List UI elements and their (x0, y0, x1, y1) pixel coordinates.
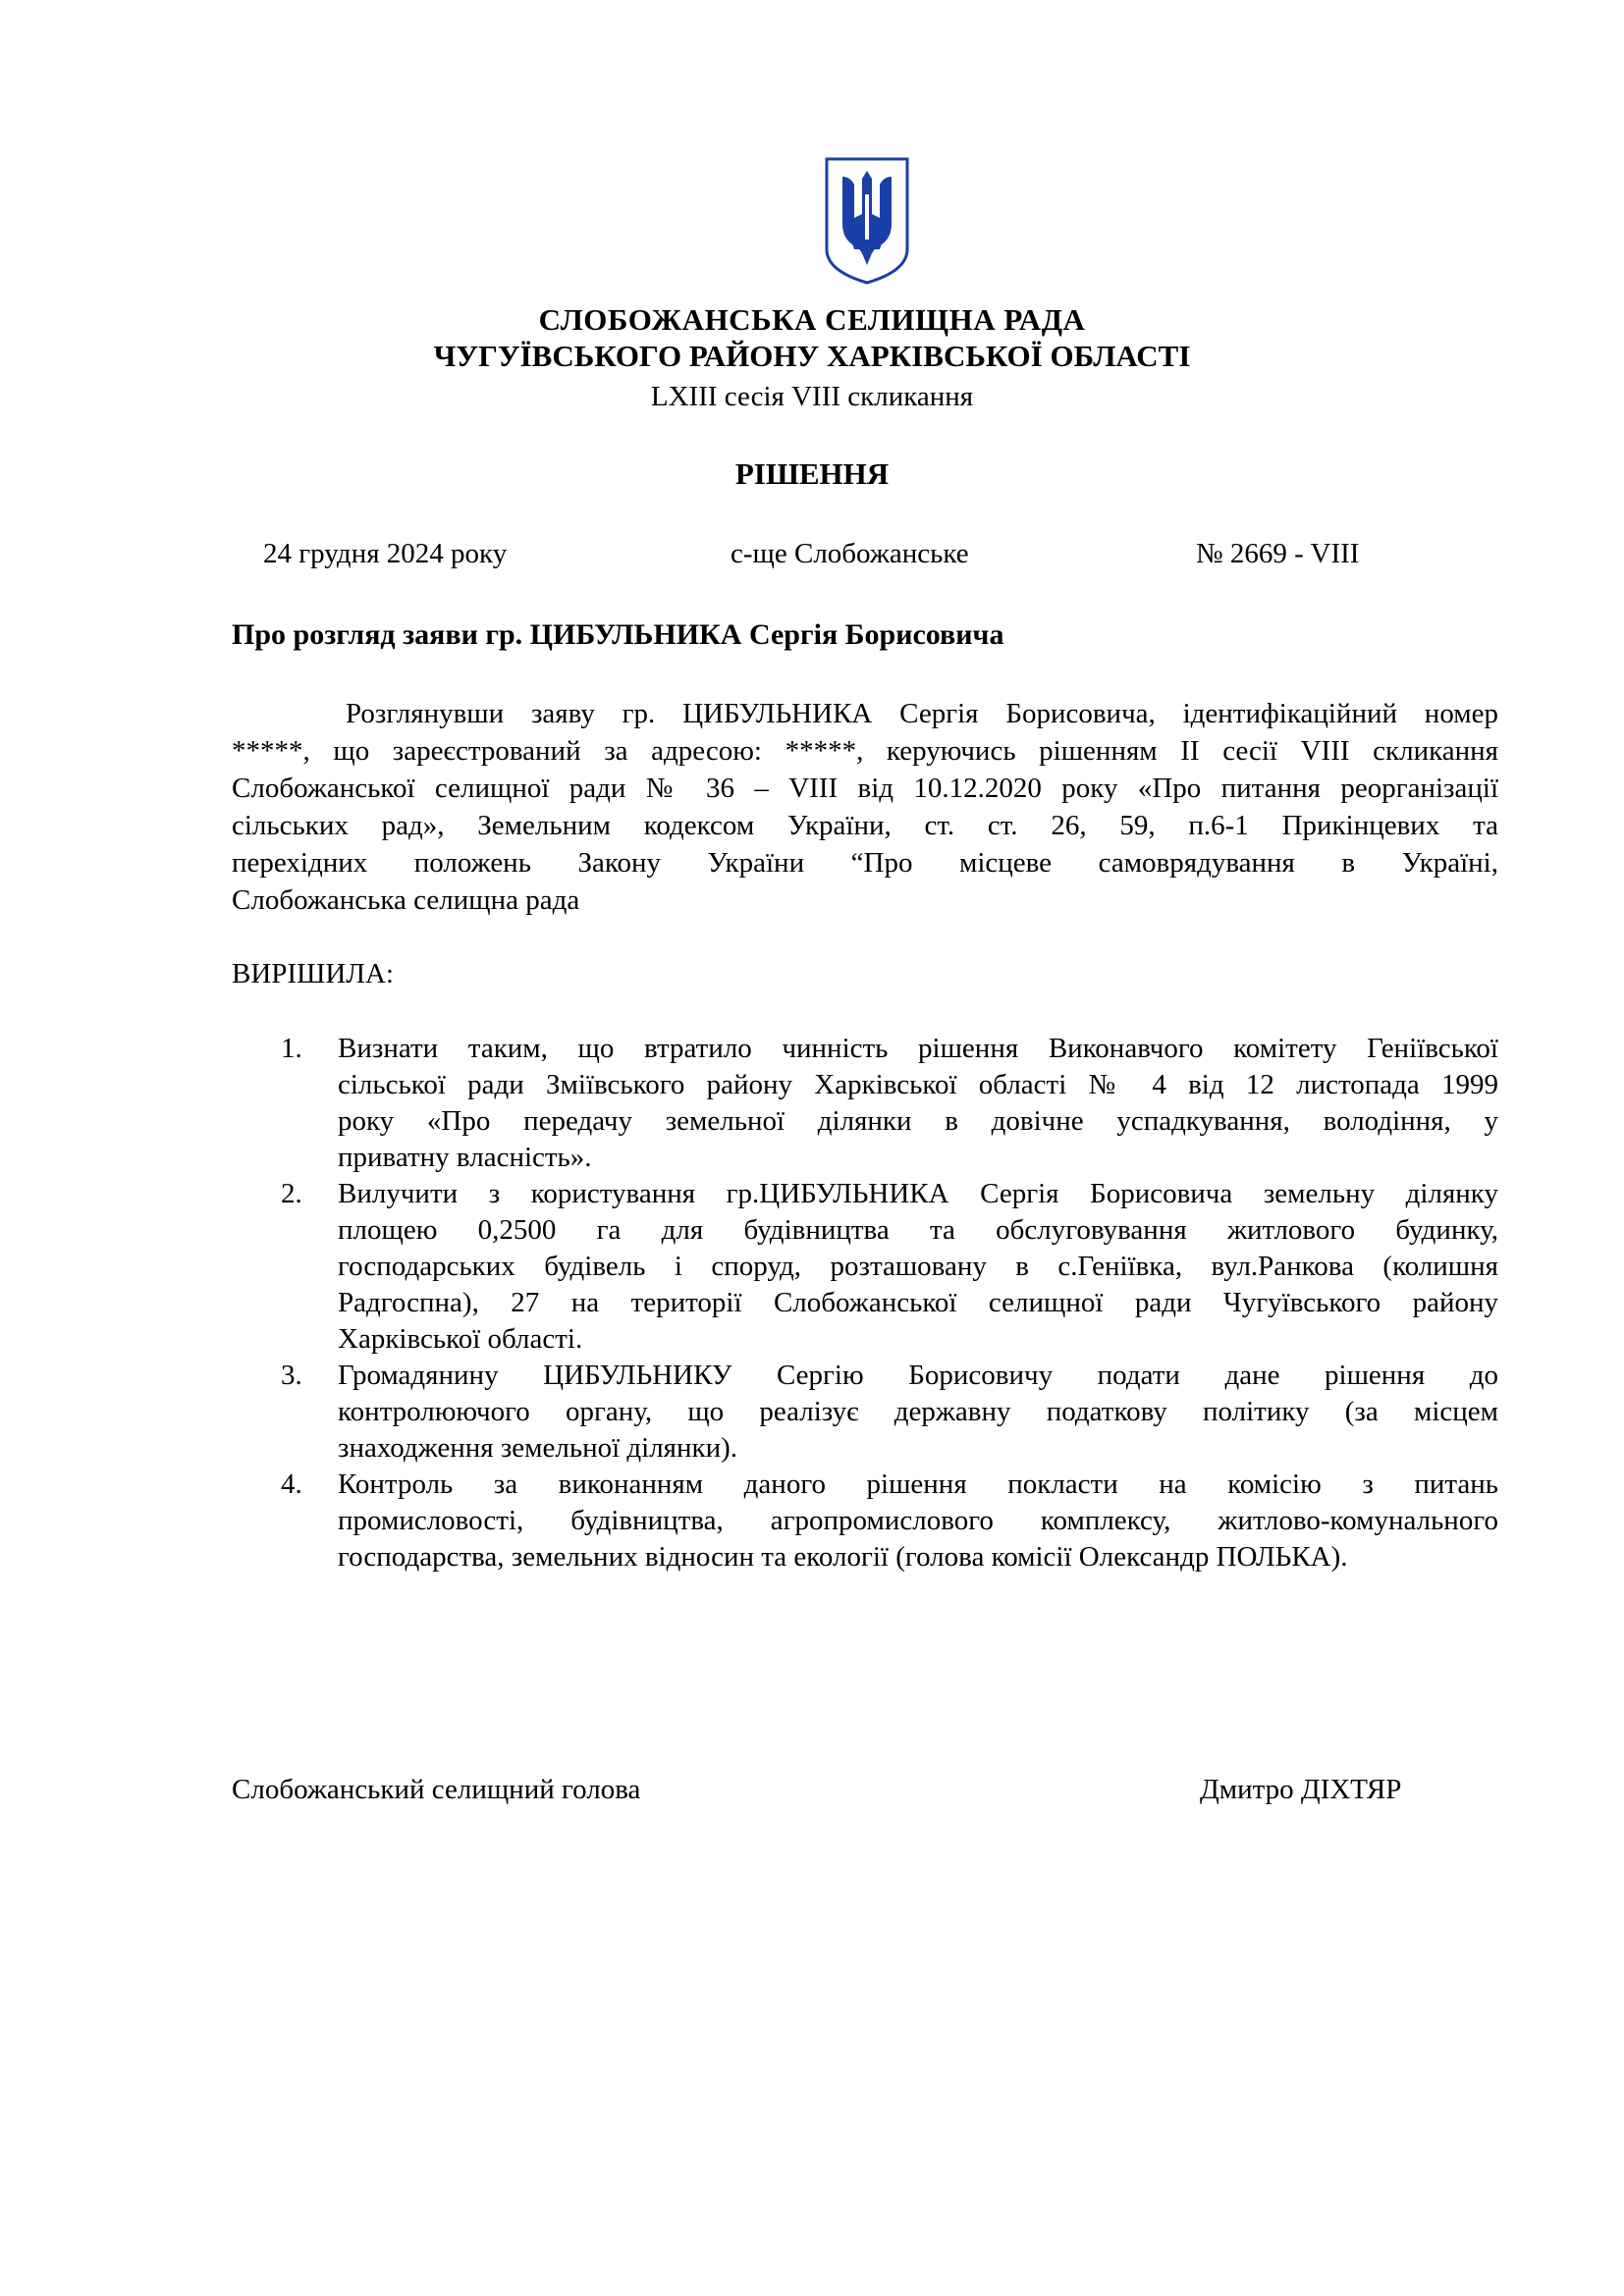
item-line: приватну власність». (338, 1142, 592, 1173)
decision-place: с-ще Слобожанське (731, 538, 969, 569)
preamble-line: *****, що зареєстрований за адресою: *****, керуючись рішенням ІІ сесії VIII скликання (232, 735, 1498, 767)
item-number: 4. (281, 1468, 302, 1500)
preamble-line: перехідних положень Закону України “Про місцеве самоврядування в Україні, (232, 847, 1498, 879)
preamble-paragraph (232, 695, 1498, 919)
item-line: Вилучити з користування гр.ЦИБУЛЬНИКА Сергія Борисовича земельну ділянку (338, 1178, 1498, 1209)
preamble-line: сільських рад», Земельним кодексом України, ст. ст. 26, 59, п.6-1 Прикінцевих та (232, 810, 1498, 841)
item-line: сільської ради Зміївського району Харківської області № 4 від 12 листопада 1999 (338, 1069, 1498, 1100)
item-number: 2. (281, 1178, 302, 1209)
resolution-list (232, 1031, 1498, 1575)
preamble-line: Розглянувши заяву гр. ЦИБУЛЬНИКА Сергія Борисовича, ідентифікаційний номер (346, 698, 1498, 729)
organization-region: ЧУГУЇВСЬКОГО РАЙОНУ ХАРКІВСЬКОЇ ОБЛАСТІ (433, 339, 1191, 373)
item-line: Контроль за виконанням даного рішення покласти на комісію з питань (338, 1468, 1498, 1500)
item-number: 3. (281, 1360, 302, 1391)
document-title: РІШЕННЯ (734, 456, 890, 491)
resolution-item (232, 1358, 1498, 1467)
resolved-label: ВИРІШИЛА: (232, 958, 394, 989)
decision-subject: Про розгляд заяви гр. ЦИБУЛЬНИКА Сергія Борисовича (232, 618, 1004, 651)
item-line: Радгоспна), 27 на території Слобожанської селищної ради Чугуївського району (338, 1287, 1498, 1318)
ukraine-tryzub-icon (823, 155, 911, 287)
item-line: Харківської області. (338, 1323, 583, 1355)
preamble-line: Слобожанської селищної ради № 36 – VIII від 10.12.2020 року «Про питання реорганізації (232, 773, 1498, 804)
session-line: LXIII сесія VIII скликання (650, 381, 974, 412)
organization-name: СЛОБОЖАНСЬКА СЕЛИЩНА РАДА (538, 302, 1086, 337)
item-line: промисловості, будівництва, агропромислового комплексу, житлово-комунального (338, 1505, 1498, 1536)
item-line: площею 0,2500 га для будівництва та обслуговування житлового будинку, (338, 1214, 1498, 1246)
resolution-item (232, 1031, 1498, 1176)
signatory-title: Слобожанський селищний голова (232, 1774, 641, 1805)
item-line: Визнати таким, що втратило чинність рішення Виконавчого комітету Геніївської (338, 1033, 1498, 1064)
item-number: 1. (281, 1033, 302, 1064)
item-line: року «Про передачу земельної ділянки в довічне успадкування, володіння, у (338, 1105, 1498, 1137)
item-line: Громадянину ЦИБУЛЬНИКУ Сергію Борисовичу подати дане рішення до (338, 1360, 1498, 1391)
item-line: контролюючого органу, що реалізує державну податкову політику (за місцем (338, 1396, 1498, 1427)
decision-number: № 2669 - VIII (1196, 538, 1360, 569)
preamble-line: Слобожанська селищна рада (232, 884, 580, 916)
item-line: знаходження земельної ділянки). (338, 1432, 738, 1464)
resolution-item (232, 1176, 1498, 1358)
signatory-name: Дмитро ДІХТЯР (1200, 1774, 1402, 1805)
item-line: господарських будівель і споруд, розташовану в с.Геніївка, вул.Ранкова (колишня (338, 1251, 1498, 1282)
decision-date: 24 грудня 2024 року (263, 538, 508, 569)
item-line: господарства, земельних відносин та екології (голова комісії Олександр ПОЛЬКА). (338, 1541, 1348, 1573)
resolution-item (232, 1467, 1498, 1575)
